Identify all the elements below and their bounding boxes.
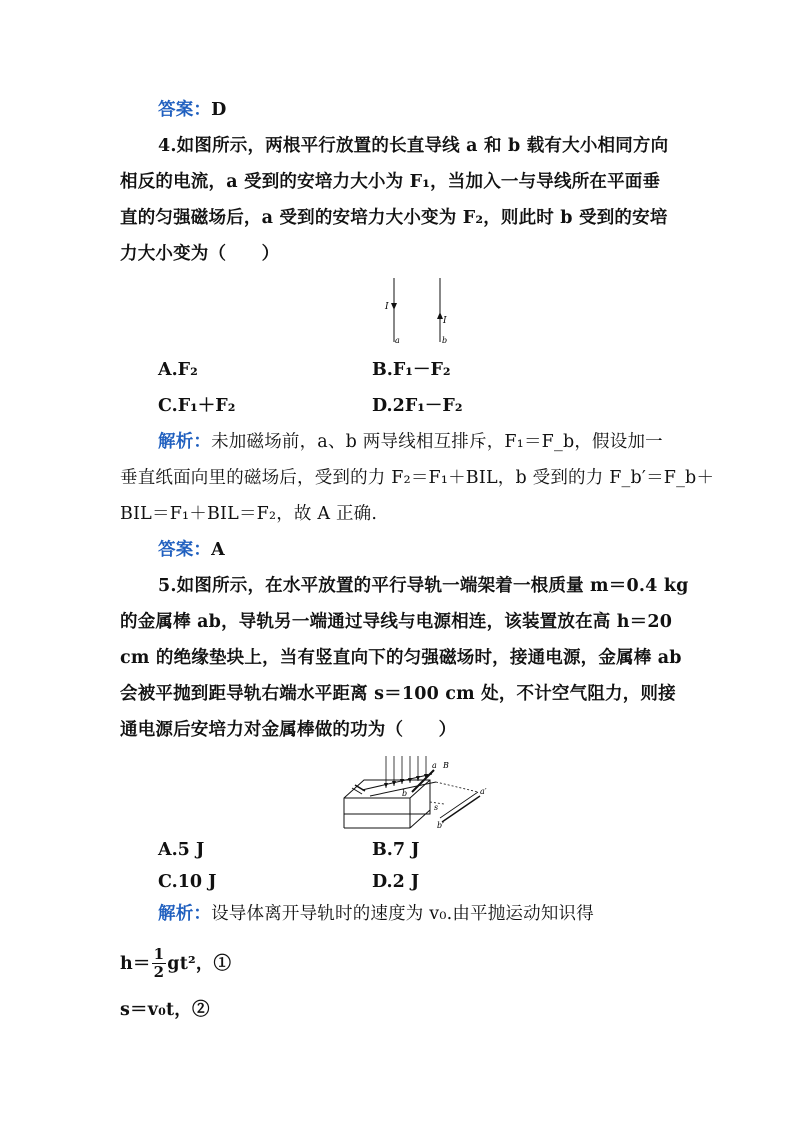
q4-solution-line-1 — [158, 430, 680, 454]
q4-solution-line-2: 垂直纸面向里的磁场后，受到的力 F₂＝F₁＋BIL，b 受到的力 F_b′＝F_b＋ — [120, 468, 715, 488]
fig2-label-s: s — [434, 803, 439, 812]
fig2-label-b-prime: b′ — [437, 821, 444, 830]
eq1-numerator: 1 — [153, 945, 165, 963]
q5-option-d: D.2 J — [372, 872, 420, 892]
q4-option-a: A.F₂ — [158, 360, 198, 380]
fig1-label-i-right: I — [443, 316, 447, 326]
fig2-label-a-prime: a′ — [480, 787, 487, 796]
solution-label: 解析： — [158, 904, 212, 924]
answer-value: A — [211, 540, 225, 560]
q4-solution-line-3: BIL＝F₁＋BIL＝F₂，故 A 正确. — [120, 504, 378, 524]
answer-value: D — [211, 100, 227, 120]
answer-line-2 — [158, 538, 680, 562]
eq1-denominator: 2 — [153, 963, 165, 981]
answer-label: 答案： — [158, 100, 212, 120]
solution-label: 解析： — [158, 432, 212, 452]
fig2-label-b: b — [402, 789, 408, 798]
solution-text: 未加磁场前，a、b 两导线相互排斥，F₁＝F_b，假设加一 — [211, 432, 663, 452]
eq1-fraction — [152, 946, 167, 981]
q4-option-d: D.2F₁－F₂ — [372, 396, 463, 416]
fig1-label-a: a — [395, 336, 400, 345]
equation-1 — [120, 946, 680, 990]
equation-2: s＝v₀t，② — [120, 1000, 210, 1020]
q4-option-b: B.F₁－F₂ — [372, 360, 451, 380]
answer-line-1 — [158, 98, 680, 122]
q5-text-line-2: 的金属棒 ab，导轨另一端通过导线与电源相连，该装置放在高 h＝20 — [120, 612, 673, 632]
q5-option-c: C.10 J — [158, 872, 217, 892]
q5-text-line-1: 5.如图所示，在水平放置的平行导轨一端架着一根质量 m＝0.4 kg — [158, 576, 689, 596]
q4-wires-figure — [380, 276, 460, 346]
q4-text-line-4: 力大小变为（ ） — [120, 244, 280, 264]
fig2-label-a: a — [432, 761, 437, 770]
q4-text-line-3: 直的匀强磁场后，a 受到的安培力大小变为 F₂，则此时 b 受到的安培 — [120, 208, 668, 228]
q5-option-a: A.5 J — [158, 840, 205, 860]
q4-text-line-2: 相反的电流，a 受到的安培力大小为 F₁，当加入一与导线所在平面垂 — [120, 172, 661, 192]
answer-label: 答案： — [158, 540, 212, 560]
eq1-lhs: h＝ — [120, 953, 151, 974]
eq1-rhs: gt²，① — [167, 953, 232, 974]
q5-rail-figure — [340, 752, 500, 830]
q5-text-line-5: 通电源后安培力对金属棒做的功为（ ） — [120, 720, 457, 740]
q4-option-c: C.F₁＋F₂ — [158, 396, 236, 416]
solution-text: 设导体离开导轨时的速度为 v₀.由平抛运动知识得 — [211, 904, 594, 924]
q4-text-line-1: 4.如图所示，两根平行放置的长直导线 a 和 b 载有大小相同方向 — [158, 136, 669, 156]
q5-option-b: B.7 J — [372, 840, 420, 860]
q5-solution-line-1 — [158, 902, 680, 926]
fig2-label-B: B — [443, 761, 449, 770]
q5-text-line-3: cm 的绝缘垫块上，当有竖直向下的匀强磁场时，接通电源，金属棒 ab — [120, 648, 682, 668]
fig1-label-i-left: I — [385, 302, 389, 312]
q5-text-line-4: 会被平抛到距导轨右端水平距离 s＝100 cm 处，不计空气阻力，则接 — [120, 684, 676, 704]
fig1-label-b: b — [442, 336, 448, 345]
